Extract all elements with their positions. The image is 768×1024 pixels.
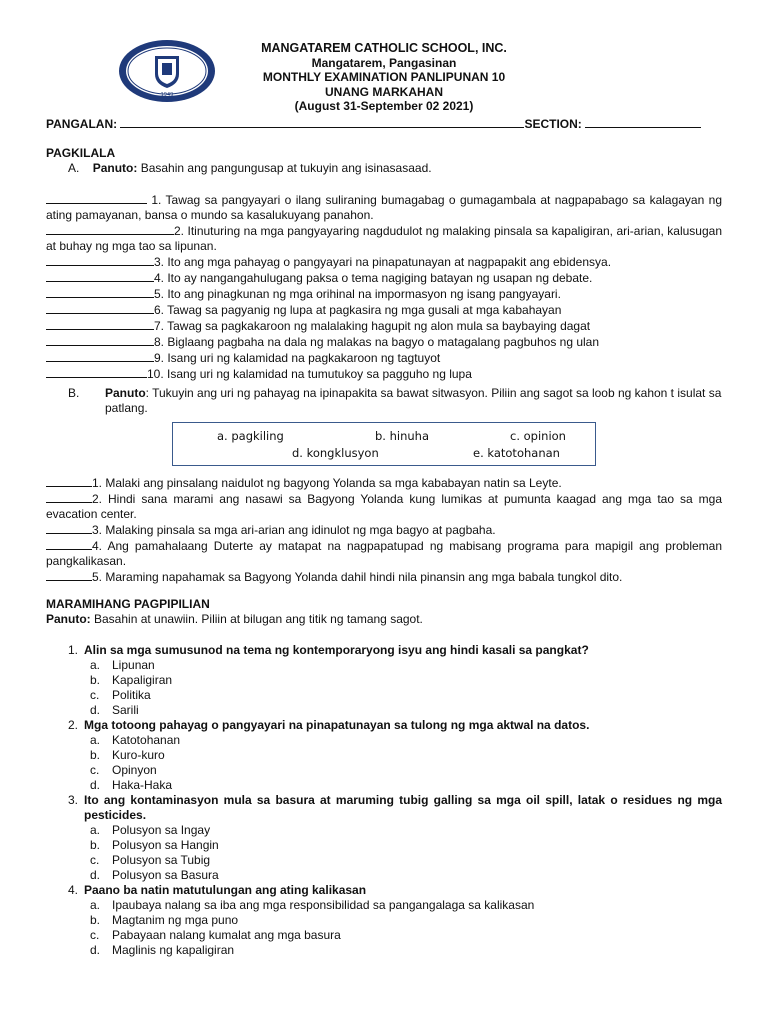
choice-b: b. hinuha: [375, 429, 430, 443]
list-item: 9. Isang uri ng kalamidad na pagkakaroon ng tagtuyot: [46, 350, 722, 366]
mc-instruction: [46, 612, 722, 627]
answer-blank[interactable]: [46, 522, 92, 534]
list-item: 2. Hindi sana marami ang nasawi sa Bagyong Yolanda kung lumikas at pumunta kaagad ang mga tao sa mga evacation center.: [46, 492, 722, 521]
option[interactable]: c. Opinyon: [90, 763, 157, 777]
list-item: 2. Itinuturing na mga pangyayaring nagdudulot ng malaking pinsala sa kapaligiran, ari-arian, kalusugan at buhay ng mga tao sa lipunan.: [46, 224, 722, 253]
option[interactable]: c. Politika: [90, 688, 151, 702]
name-section-line: [46, 115, 726, 132]
option[interactable]: b. Kuro-kuro: [90, 748, 165, 762]
part-b-text: : Tukuyin ang uri ng pahayag na ipinapakita sa bawat sitwasyon. Piliin ang sagot sa loob ng kahon t isulat sa patlang.: [105, 386, 722, 415]
part-a-instruction: [46, 161, 722, 176]
answer-blank[interactable]: [46, 270, 154, 282]
answer-blank[interactable]: [46, 223, 174, 235]
list-item: 4. Ang pamahalaang Duterte ay matapat na nagpapatupad ng mabisang programa para mapigil ang probleman pangkalikasan.: [46, 539, 722, 568]
answer-blank[interactable]: [46, 538, 92, 550]
mc-questions: [46, 643, 722, 958]
list-item: 1. Malaki ang pinsalang naidulot ng bagyong Yolanda sa mga kababayan natin sa Leyte.: [46, 475, 722, 491]
question: 3. Ito ang kontaminasyon mula sa basura at maruming tubig galling sa mga oil spill, latak o residues ng mga pesticides.: [68, 793, 722, 822]
quarter-title: UNANG MARKAHAN: [325, 84, 443, 99]
part-a-panuto: Panuto:: [92, 161, 138, 175]
school-location: Mangatarem, Pangasinan: [311, 55, 457, 70]
choice-a: a. pagkiling: [217, 429, 284, 443]
part-a-items: [46, 192, 722, 382]
part-b-items: [46, 475, 722, 585]
answer-blank[interactable]: [46, 366, 147, 378]
question: 4. Paano ba natin matutulungan ang ating kalikasan: [68, 883, 367, 897]
option[interactable]: b. Kapaligiran: [90, 673, 173, 687]
question: 2. Mga totoong pahayag o pangyayari na pinapatunayan sa tulong ng mga aktwal na datos.: [68, 718, 590, 732]
part-b-panuto: Panuto: [105, 386, 146, 400]
list-item: 3. Malaking pinsala sa mga ari-arian ang idinulot ng mga bagyo at pagbaha.: [46, 522, 722, 538]
answer-blank[interactable]: [46, 254, 154, 266]
choice-e: e. katotohanan: [473, 446, 560, 460]
list-item: 6. Tawag sa pagyanig ng lupa at pagkasira ng mga gusali at mga kabahayan: [46, 302, 722, 318]
choice-c: c. opinion: [510, 429, 566, 443]
school-name: MANGATAREM CATHOLIC SCHOOL, INC.: [261, 41, 507, 55]
answer-choices-box: [172, 422, 596, 466]
list-item: 10. Isang uri ng kalamidad na tumutukoy sa pagguho ng lupa: [46, 366, 722, 382]
document-header: [0, 41, 768, 114]
option[interactable]: a. Katotohanan: [90, 733, 181, 747]
answer-blank[interactable]: [46, 569, 92, 581]
list-item: 7. Tawag sa pagkakaroon ng malalaking hagupit ng alon mula sa baybaying dagat: [46, 318, 722, 334]
mc-instruction-text: Basahin at unawiin. Piliin at bilugan ang titik ng tamang sagot.: [90, 612, 423, 626]
option[interactable]: b. Magtanim ng mga puno: [90, 913, 239, 927]
answer-blank[interactable]: [46, 318, 154, 330]
svg-text:1949: 1949: [160, 92, 174, 98]
part-b-instruction: [46, 386, 722, 416]
list-item: 8. Biglaang pagbaha na dala ng malakas na bagyo o matagalang pagbuhos ng ulan: [46, 334, 722, 350]
option[interactable]: d. Maglinis ng kapaligiran: [90, 943, 235, 957]
answer-blank[interactable]: [46, 192, 147, 204]
list-item: 4. Ito ay nangangahulugang paksa o tema nagiging batayan ng usapan ng debate.: [46, 270, 722, 286]
option[interactable]: a. Lipunan: [90, 658, 155, 672]
option[interactable]: d. Haka-Haka: [90, 778, 173, 792]
answer-blank[interactable]: [46, 334, 154, 346]
exam-title: MONTHLY EXAMINATION PANLIPUNAN 10: [262, 70, 506, 84]
pagkilala-title: PAGKILALA: [46, 146, 116, 160]
question: 1. Alin sa mga sumusunod na tema ng kontemporaryong isyu ang hindi kasali sa pangkat?: [68, 643, 589, 657]
answer-blank[interactable]: [46, 302, 154, 314]
answer-blank[interactable]: [46, 475, 92, 487]
option[interactable]: c. Polusyon sa Tubig: [90, 853, 211, 867]
section-blank[interactable]: [585, 115, 701, 128]
option[interactable]: a. Polusyon sa Ingay: [90, 823, 211, 837]
option[interactable]: d. Sarili: [90, 703, 139, 717]
option[interactable]: d. Polusyon sa Basura: [90, 868, 219, 882]
option[interactable]: b. Polusyon sa Hangin: [90, 838, 219, 852]
option[interactable]: c. Pabayaan nalang kumalat ang mga basura: [90, 928, 341, 942]
list-item: 3. Ito ang mga pahayag o pangyayari na pinapatunayan at nagpapakit ang ebidensya.: [46, 254, 722, 270]
name-label: PANGALAN:: [46, 117, 118, 131]
answer-blank[interactable]: [46, 286, 154, 298]
name-blank[interactable]: [120, 115, 524, 128]
mc-title: MARAMIHANG PAGPIPILIAN: [46, 597, 210, 611]
exam-dates: (August 31-September 02 2021): [294, 99, 474, 113]
list-item: 5. Ito ang pinagkunan ng mga orihinal na impormasyon ng isang pangyayari.: [46, 286, 722, 302]
list-item: 1. Tawag sa pangyayari o ilang suliraning bumagabag o gumagambala at nagpapabago sa kalagayan ng ating pamayanan, bansa o mundo sa kasalukuyang panahon.: [46, 193, 722, 222]
list-item: 5. Maraming napahamak sa Bagyong Yolanda dahil hindi nila pinansin ang mga babala tungkol dito.: [46, 569, 722, 585]
mc-panuto: Panuto:: [46, 612, 91, 626]
answer-blank[interactable]: [46, 350, 154, 362]
part-a-text: Basahin ang pangungusap at tukuyin ang isinasasaad.: [137, 161, 432, 175]
part-b-letter: B.: [68, 386, 80, 400]
option[interactable]: a. Ipaubaya nalang sa iba ang mga responsibilidad sa pangangalaga sa kalikasan: [90, 898, 535, 912]
section-label: SECTION:: [524, 117, 582, 131]
part-a-letter: A.: [68, 161, 80, 175]
choice-d: d. kongklusyon: [292, 446, 379, 460]
answer-blank[interactable]: [46, 491, 92, 503]
